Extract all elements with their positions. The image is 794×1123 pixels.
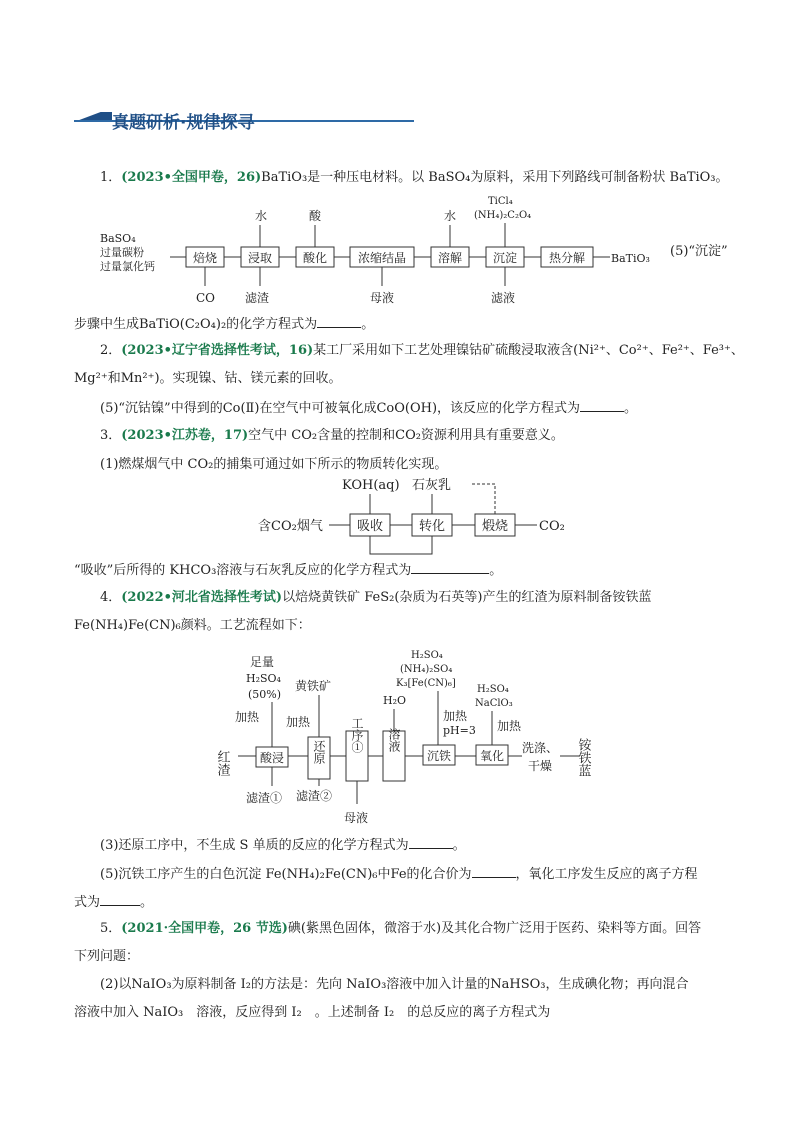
q2-source: (2023•辽宁省选择性考试，16): [121, 343, 314, 358]
q3-recycle-arrow: [472, 484, 495, 514]
q4-number: 4．: [100, 590, 122, 605]
q1-number: 1．: [100, 170, 122, 185]
q3-line1: [100, 428, 564, 444]
q2-text: 某工厂采用如下工艺处理镍钴矿硫酸浸取液含(Ni²⁺、Co²⁺、Fe²⁺、Fe³⁺、: [313, 343, 744, 358]
q3-koh: KOH(aq): [342, 478, 400, 493]
q3-flowchart: [255, 472, 585, 562]
svg-text:转化: 转化: [418, 519, 446, 534]
svg-text:浓缩结晶: 浓缩结晶: [357, 251, 407, 265]
q1-add-oxalate: (NH₄)₂C₂O₄: [474, 210, 532, 221]
q4-reagent-1: H₂SO₄: [411, 650, 443, 661]
q5-line1: [100, 921, 701, 937]
q3-part1: (1)燃煤烟气中 CO₂的捕集可通过如下所示的物质转化实现。: [100, 457, 448, 472]
q1-byproduct-residue: 滤渣: [245, 291, 270, 305]
q1-line1: [100, 170, 729, 186]
q4-dry: 干燥: [528, 759, 553, 773]
q4-line2: Fe(NH₄)Fe(CN)₆颜料。工艺流程如下：: [74, 618, 311, 633]
q4-oxid-heat: 加热: [497, 719, 522, 733]
q3-loop-arrow: [370, 536, 432, 554]
q4-step-acid-leach: [256, 747, 288, 767]
q3-answer-blank[interactable]: [411, 561, 489, 574]
q4-step-reduce: [308, 737, 330, 779]
q2-answer-blank[interactable]: [580, 399, 624, 412]
q4-step-solution: [383, 727, 405, 781]
q3-step-calcine: [475, 514, 515, 536]
svg-text:焙烧: 焙烧: [192, 251, 218, 265]
q2-number: 2．: [100, 343, 122, 358]
q5-part2: (2)以NaIO₃为原料制备 I₂的方法是：先向 NaIO₃溶液中加入计量的NaHSO₃，生成碘化物；再向混合: [100, 977, 689, 992]
q3-number: 3．: [100, 428, 122, 443]
q4-acid-conc: (50%): [248, 688, 282, 701]
q4-oxid-acid: H₂SO₄: [477, 684, 509, 695]
svg-text:溶解: 溶解: [437, 251, 463, 265]
q1-step-concentrate: [350, 247, 414, 267]
q4-water: H₂O: [383, 694, 407, 707]
q3-step-convert: [412, 514, 452, 536]
q1-subquestion: (5)“沉淀”: [670, 244, 728, 259]
q3-output: CO₂: [539, 519, 565, 534]
q1-step-leach: [241, 247, 279, 267]
svg-text:酸化: 酸化: [302, 251, 328, 265]
q4-acid: H₂SO₄: [246, 672, 281, 685]
q4-mother-liquor: 母液: [344, 811, 369, 825]
q4-step-oxidize: [476, 745, 508, 765]
q4-input: 红渣: [214, 750, 230, 776]
q4-residue-1: 滤渣①: [246, 791, 283, 805]
q1-add-water: 水: [255, 209, 268, 223]
q3-input: 含CO₂烟气: [258, 519, 323, 534]
q4-part5: (5)沉铁工序产生的白色沉淀 Fe(NH₄)₂Fe(CN)₆中Fe的化合价为 ，氧化工序发生反应的离子方程: [100, 867, 698, 882]
svg-text:沉淀: 沉淀: [492, 251, 518, 265]
q4-pyrite-heat: 加热: [286, 715, 311, 729]
q1-step-pyrolysis: [541, 247, 593, 267]
q4-part3: (3)还原工序中，不生成 S 单质的反应的化学方程式为 。: [100, 838, 466, 853]
q1-step-dissolve: [431, 247, 469, 267]
q2-line2: Mg²⁺和Mn²⁺)。实现镍、钴、镁元素的回收。: [74, 371, 342, 386]
q1-line2: 步骤中生成BaTiO(C₂O₄)₂的化学方程式为 。: [74, 317, 375, 332]
q5-part2-cont: 溶液中加入 NaIO₃ 溶液，反应得到 I₂ 。上述制备 I₂ 的总反应的离子方程式为: [74, 1005, 551, 1020]
q1-output: BaTiO₃: [611, 252, 650, 265]
q4-wash: 洗涤、: [522, 741, 559, 755]
q4-cond-heat: 加热: [443, 709, 468, 723]
q1-add-water-2: 水: [444, 209, 457, 223]
q4-answer-blank-5b[interactable]: [100, 893, 140, 906]
q4-part5-cont: 式为 。: [74, 895, 154, 910]
svg-text:氧化: 氧化: [479, 749, 505, 763]
q2-line3: (5)“沉钴镍”中得到的Co(Ⅱ)在空气中可被氧化成CoO(OH)，该反应的化学方程式为 。: [100, 401, 638, 416]
q4-acid-qty: 足量: [250, 655, 275, 669]
q1-input-2: 过量碳粉: [100, 246, 144, 259]
q1-answer-blank[interactable]: [317, 315, 361, 328]
q3-lime: 石灰乳: [412, 478, 452, 493]
q2-line1: [100, 343, 744, 359]
q4-step-precipitate-iron: [423, 745, 455, 765]
q4-line1: [100, 590, 651, 606]
q1-byproduct-filtrate: 滤液: [491, 291, 516, 305]
q1-input-1: BaSO₄: [100, 232, 136, 245]
svg-text:浸取: 浸取: [247, 251, 273, 265]
q5-source: (2021·全国甲卷，26 节选): [121, 921, 288, 936]
q5-text: 碘(紫黑色固体，微溶于水)及其化合物广泛用于医药、染料等方面。回答: [287, 921, 702, 936]
q4-reagent-2: (NH₄)₂SO₄: [400, 664, 453, 675]
svg-text:吸收: 吸收: [356, 519, 384, 534]
q4-reagent-3: K₃[Fe(CN)₆]: [396, 678, 456, 689]
q4-residue-2: 滤渣②: [296, 789, 333, 803]
svg-text:沉铁: 沉铁: [426, 749, 452, 763]
q4-source: (2022•河北省选择性考试): [121, 590, 283, 605]
q1-source: (2023•全国甲卷，26): [121, 170, 262, 185]
q1-add-acid: 酸: [309, 209, 322, 223]
svg-text:溶液: 溶液: [387, 728, 401, 752]
q4-flowchart: [214, 646, 610, 836]
page-title: 真题研析·规律探寻: [112, 113, 255, 133]
q1-input-3: 过量氯化钙: [100, 260, 155, 273]
q5-line2: 下列问题：: [74, 949, 140, 964]
q1-step-acidify: [296, 247, 334, 267]
q4-step-process-1: [346, 717, 368, 781]
q1-add-ticl4: TiCl₄: [488, 196, 513, 207]
q4-output: 铵铁蓝: [575, 738, 591, 777]
q4-text: 以焙烧黄铁矿 FeS₂(杂质为石英等)产生的红渣为原料制备铵铁蓝: [282, 590, 652, 605]
q4-answer-blank-5a[interactable]: [472, 865, 516, 878]
q3-text: 空气中 CO₂含量的控制和CO₂资源利用具有重要意义。: [248, 428, 564, 443]
q3-line2: “吸收”后所得的 KHCO₃溶液与石灰乳反应的化学方程式为 。: [74, 563, 503, 578]
q4-cond-ph: pH=3: [443, 724, 476, 737]
q3-step-absorb: [350, 514, 390, 536]
q1-text: BaTiO₃是一种压电材料。以 BaSO₄为原料，采用下列路线可制备粉状 BaTiO₃。: [261, 170, 729, 185]
q1-step-precipitate: [486, 247, 524, 267]
svg-text:热分解: 热分解: [548, 251, 586, 265]
svg-text:酸浸: 酸浸: [259, 751, 285, 765]
q1-flowchart: [95, 190, 735, 310]
q4-acid-heat: 加热: [235, 710, 260, 724]
q1-step-roast: [186, 247, 224, 267]
q1-byproduct-co: CO: [196, 291, 216, 305]
svg-text:工序①: 工序①: [350, 717, 364, 753]
q1-byproduct-mother-liquor: 母液: [370, 291, 395, 305]
q4-pyrite: 黄铁矿: [295, 679, 332, 693]
svg-text:还原: 还原: [312, 740, 326, 764]
q3-source: (2023•江苏卷，17): [121, 428, 249, 443]
q4-answer-blank-3[interactable]: [409, 836, 453, 849]
svg-text:煅烧: 煅烧: [481, 519, 509, 534]
q4-oxid-naclo3: NaClO₃: [475, 698, 513, 709]
q5-number: 5．: [100, 921, 122, 936]
